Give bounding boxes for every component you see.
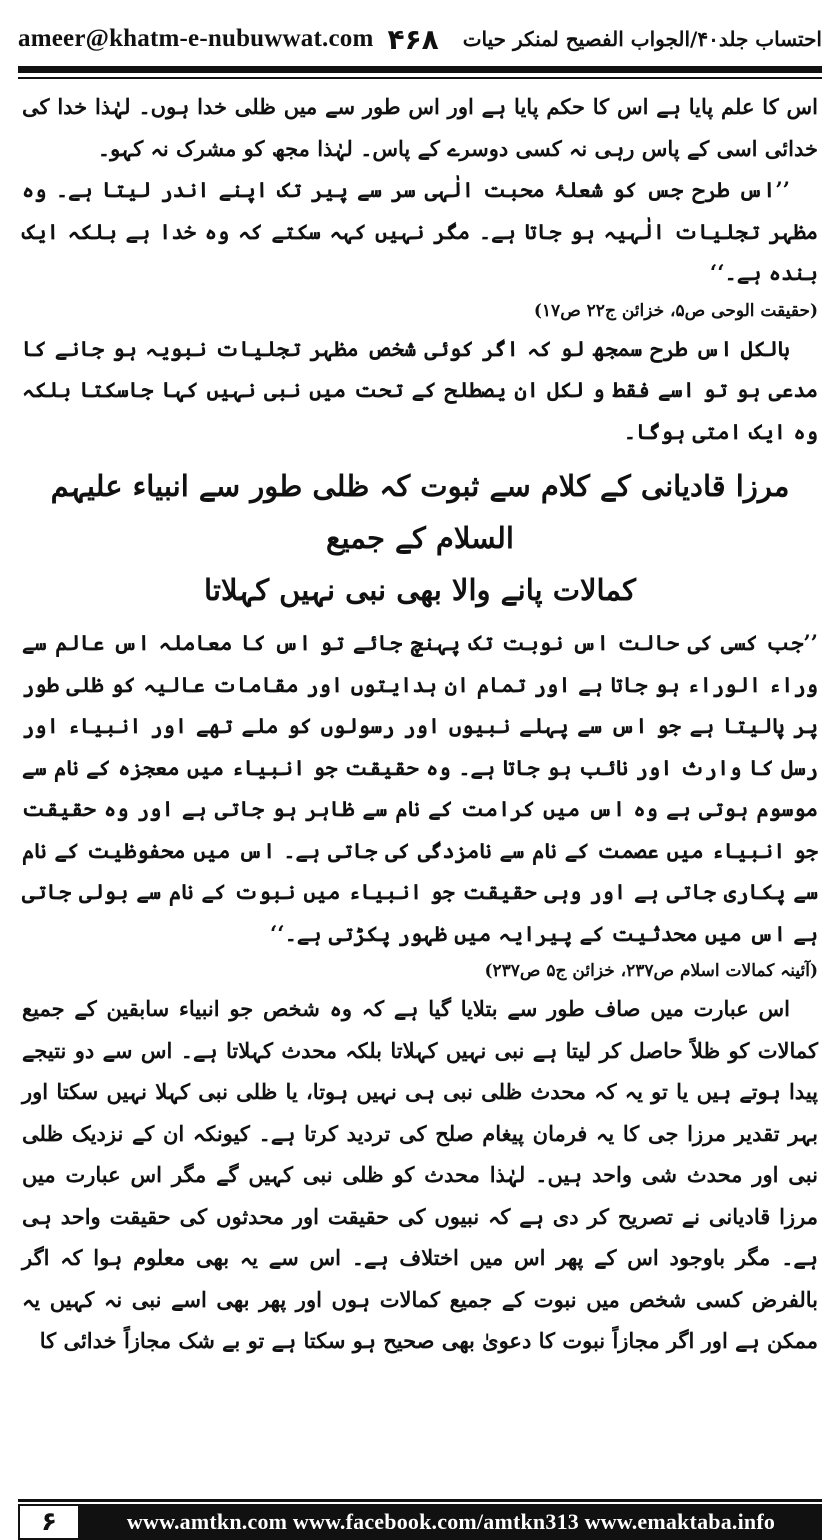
header-page-number: ۴۶۸ <box>387 22 439 56</box>
footer-links[interactable]: www.amtkn.com www.facebook.com/amtkn313 www.emaktaba.info <box>80 1504 822 1540</box>
footer-rule <box>18 1499 822 1502</box>
paragraph-1: اس کا علم پایا ہے اس کا حکم پایا ہے اور اس طور سے میں ظلی خدا ہوں۔ لہٰذا خدا کی خدائی اسی کے پاس رہی نہ کسی دوسرے کے پاس۔ لہٰذا مجھ کو مشرک نہ کہو۔ <box>22 94 818 161</box>
page-header <box>18 14 822 64</box>
section-heading <box>22 460 818 616</box>
reference-2: (آئینہ کمالات اسلام ص۲۳۷، خزائن ج۵ ص۲۳۷) <box>484 961 818 981</box>
section-heading-line-1: مرزا قادیانی کے کلام سے ثبوت کہ ظلی طور سے انبیاء علیہم السلام کے جمیع <box>50 469 790 555</box>
paragraph-2: بالکل اس طرح سمجھ لو کہ اگر کوئی شخص مظہر تجلیات نبویہ ہو جانے کا مدعی ہو تو اسے فقط و لکل ان یصطلح کے تحت میں نبی نہیں کہا جاسکتا بلکہ وہ ایک امتی ہوگا۔ <box>22 335 818 444</box>
header-email[interactable]: ameer@khatm-e-nubuwwat.com <box>18 25 374 52</box>
section-heading-line-2: کمالات پانے والا بھی نبی نہیں کہلاتا <box>204 573 636 607</box>
footer-page-number: ۶ <box>18 1504 80 1540</box>
quote-2: ’’جب کسی کی حالت اس نوبت تک پہنچ جائے تو اس کا معاملہ اس عالم سے وراء الوراء ہو جاتا ہے اور تمام ان ہدایتوں اور مقامات عالیہ کو ظلی طور پر پالیتا ہے جو اس سے پہلے نبیوں اور رسولوں کو ملے تھے اور انبیاء اور رسل کا وارث اور نائب ہو جاتا ہے۔ وہ حقیقت جو انبیاء میں معجزہ کے نام سے موسوم ہوتی ہے وہ اس میں کرامت کے نام سے ظاہر ہو جاتی ہے اور وہ حقیقت جو انبیاء میں عصمت کے نام سے نامزدگی کی جاتی ہے۔ اس میں محفوظیت کے نام سے پکاری جاتی ہے اور وہی حقیقت جو انبیاء میں نبوت کے نام سے بولی جاتی ہے اس میں محدثیت کے پیرایہ میں ظہور پکڑتی ہے۔‘‘ <box>22 630 818 946</box>
paragraph-3: اس عبارت میں صاف طور سے بتلایا گیا ہے کہ وہ شخص جو انبیاء سابقین کے جمیع کمالات کو ظلاً حاصل کر لیتا ہے نبی نہیں کہلاتا بلکہ محدث کہلاتا ہے۔ اس سے دو نتیجے پیدا ہوتے ہیں یا تو یہ کہ محدث ظلی نبی ہی نہیں ہوتا، یا ظلی نبی کہلا نہیں سکتا اور بہر تقدیر مرزا جی کا یہ فرمان پیغام صلح کی تردید کرتا ہے۔ کیونکہ ان کے نزدیک ظلی نبی اور محدث شی واحد ہیں۔ لہٰذا محدث کو ظلی نبی کہیں گے مگر اس عبارت میں مرزا قادیانی نے تصریح کر دی ہے کہ نبیوں کی حقیقت اور محدثوں کی حقیقت واحد ہی ہے۔ مگر باوجود اس کے پھر اس میں اختلاف ہے۔ اس سے یہ بھی معلوم ہوا کہ اگر بالفرض کسی شخص میں نبوت کے جمیع کمالات ہوں اور پھر بھی اسے نبی نہ کہیں یہ ممکن ہے اور اگر مجازاً نبوت کا دعویٰ بھی صحیح ہو سکتا ہے تو بے شک مجازاً خدائی کا <box>22 996 818 1353</box>
header-rule-thin <box>18 77 822 79</box>
header-rule-thick <box>18 66 822 73</box>
header-left <box>18 23 439 56</box>
page-body <box>22 86 818 1468</box>
header-book-title: احتساب جلد۴۰/الجواب الفصیح لمنکر حیات <box>462 27 822 51</box>
page-footer <box>18 1504 822 1540</box>
quote-1: ’’اس طرح جس کو شعلۂ محبت الٰہی سر سے پیر تک اپنے اندر لیتا ہے۔ وہ مظہر تجلیات الٰہیہ ہو جاتا ہے۔ مگر نہیں کہہ سکتے کہ وہ خدا ہے بلکہ ایک بندہ ہے۔‘‘ <box>22 177 818 285</box>
reference-1: (حقیقت الوحی ص۵، خزائن ج۲۲ ص۱۷) <box>533 300 818 321</box>
